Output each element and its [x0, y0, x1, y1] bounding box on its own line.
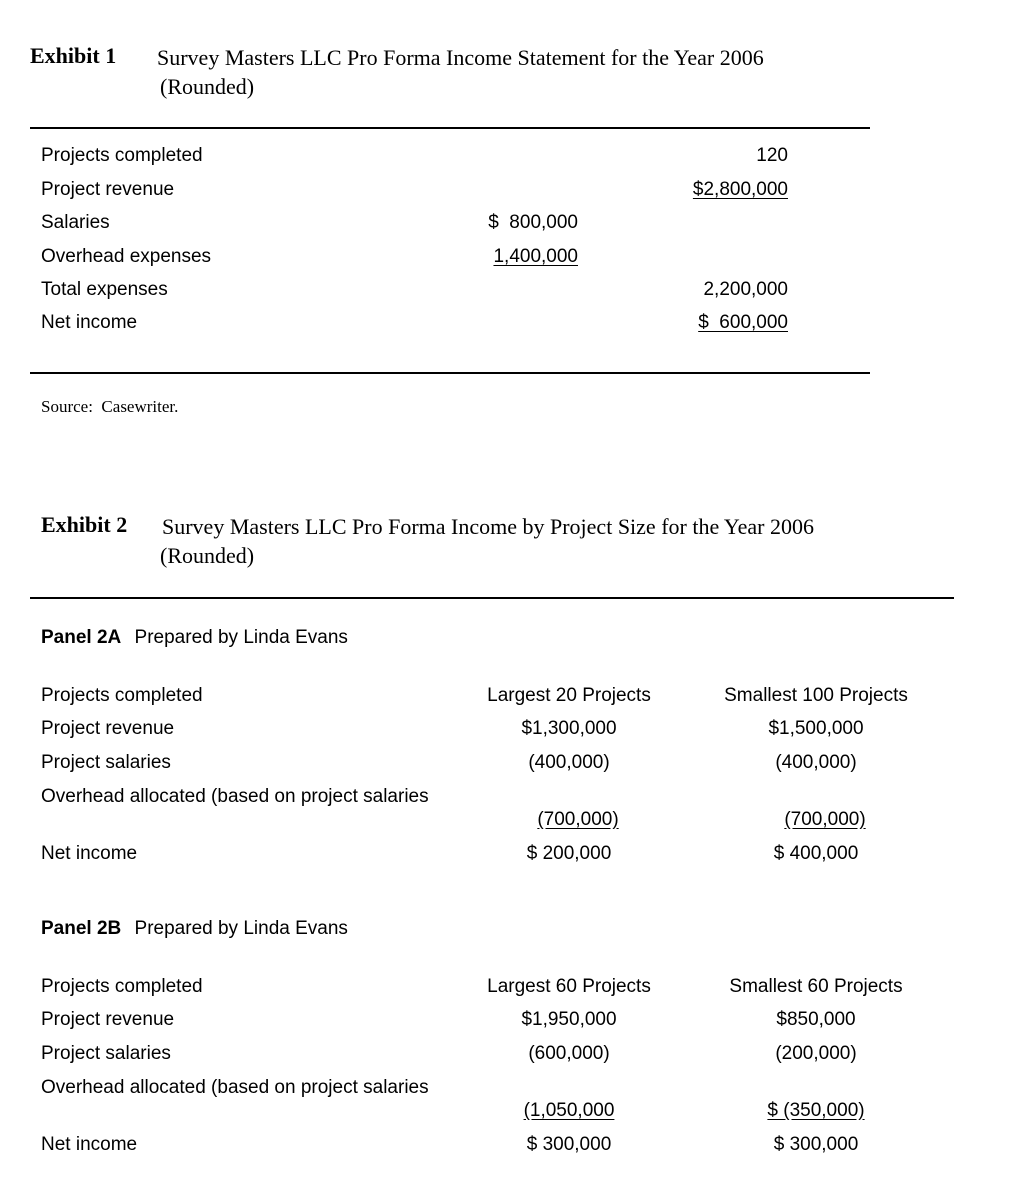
panel-2a-label: Panel 2A: [41, 627, 122, 648]
exhibit-1-label: Exhibit 1: [30, 43, 117, 68]
p2b-label-project-revenue: Project revenue: [41, 1009, 175, 1030]
p2b-label-project-salaries: Project salaries: [41, 1043, 171, 1064]
exhibit-1-title-line1: Survey Masters LLC Pro Forma Income Statement for the Year 2006: [157, 45, 764, 70]
p2b-col1-overhead-cell: [468, 1100, 670, 1122]
e1-value-projects-completed: 120: [756, 145, 788, 166]
e1-value-project-revenue: $2,800,000: [692, 179, 788, 200]
p2b-label-net-income: Net income: [41, 1134, 138, 1155]
panel-2b-prepared-by: Prepared by Linda Evans: [134, 918, 348, 939]
p2a-col2-overhead: (700,000): [784, 809, 866, 830]
p2b-col2-salaries: (200,000): [775, 1043, 857, 1064]
p2a-col1-overhead: (700,000): [537, 809, 619, 830]
exhibit-2-title-line1: Survey Masters LLC Pro Forma Income by Project Size for the Year 2006: [162, 514, 814, 539]
e1-value-overhead: 1,400,000: [493, 246, 578, 267]
panel-2b-label: Panel 2B: [41, 918, 122, 939]
e1-value-salaries: $ 800,000: [488, 212, 578, 233]
p2b-col2-overhead-cell: [704, 1100, 928, 1122]
p2b-col2-header: Smallest 60 Projects: [729, 976, 903, 997]
p2b-label-overhead: Overhead allocated (based on project salaries: [41, 1077, 429, 1098]
p2a-col1-revenue: $1,300,000: [521, 718, 617, 739]
p2b-col2-overhead: $ (350,000): [767, 1100, 865, 1121]
exhibit-2-label: Exhibit 2: [41, 512, 128, 537]
exhibit-1-source: Source: Casewriter.: [41, 397, 179, 416]
p2b-col1-revenue: $1,950,000: [521, 1009, 617, 1030]
panel-2a-prepared-by: Prepared by Linda Evans: [134, 627, 348, 648]
p2b-col1-net-income: $ 300,000: [526, 1134, 612, 1155]
panel-2b-heading: [41, 918, 348, 940]
e1-label-total-expenses: Total expenses: [41, 279, 168, 300]
exhibit-2-top-rule: [30, 597, 954, 599]
p2a-col2-overhead-cell: [704, 809, 928, 831]
p2a-col2-net-income: $ 400,000: [773, 843, 859, 864]
e1-label-overhead: Overhead expenses: [41, 246, 212, 267]
p2a-col2-salaries: (400,000): [775, 752, 857, 773]
p2b-col1-header: Largest 60 Projects: [487, 976, 651, 997]
p2a-label-project-salaries: Project salaries: [41, 752, 171, 773]
p2a-col1-header: Largest 20 Projects: [487, 685, 651, 706]
e1-value-net-income: $ 600,000: [698, 312, 788, 333]
p2a-label-net-income: Net income: [41, 843, 138, 864]
p2a-col1-salaries: (400,000): [528, 752, 610, 773]
p2b-col1-salaries: (600,000): [528, 1043, 610, 1064]
p2a-label-overhead: Overhead allocated (based on project salaries: [41, 786, 429, 807]
e1-label-net-income: Net income: [41, 312, 138, 333]
p2b-col1-overhead: (1,050,000: [523, 1100, 615, 1121]
p2a-col1-overhead-cell: [468, 809, 670, 831]
p2a-col2-header: Smallest 100 Projects: [724, 685, 908, 706]
exhibit-1-bottom-rule: [30, 372, 870, 374]
p2b-col2-net-income: $ 300,000: [773, 1134, 859, 1155]
exhibit-1-top-rule: [30, 127, 870, 129]
p2b-label-projects-completed: Projects completed: [41, 976, 203, 997]
p2a-label-project-revenue: Project revenue: [41, 718, 175, 739]
p2a-label-projects-completed: Projects completed: [41, 685, 203, 706]
exhibit-1-title-line2: (Rounded): [160, 74, 255, 99]
exhibit-2-title-line2: (Rounded): [160, 543, 255, 568]
e1-label-project-revenue: Project revenue: [41, 179, 175, 200]
p2a-col2-revenue: $1,500,000: [768, 718, 864, 739]
p2b-col2-revenue: $850,000: [776, 1009, 856, 1030]
p2a-col1-net-income: $ 200,000: [526, 843, 612, 864]
e1-label-salaries: Salaries: [41, 212, 110, 233]
panel-2a-heading: [41, 627, 348, 649]
e1-value-total-expenses: 2,200,000: [703, 279, 788, 300]
e1-label-projects-completed: Projects completed: [41, 145, 203, 166]
